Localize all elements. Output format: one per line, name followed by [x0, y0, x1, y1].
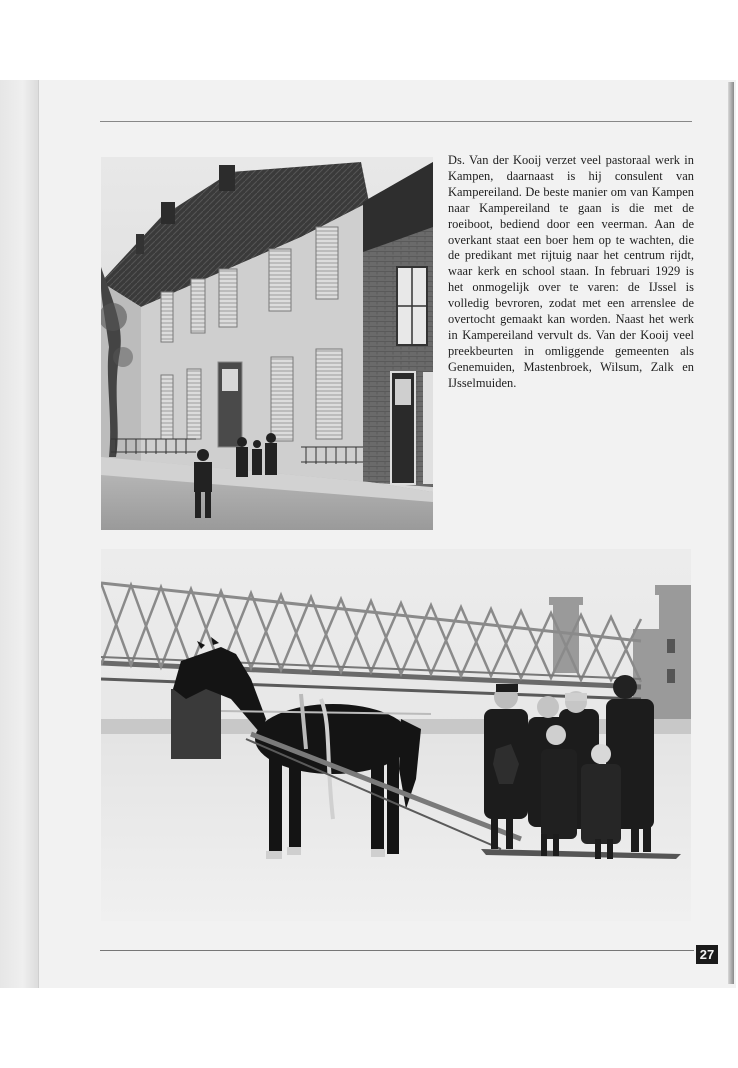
horse-sleigh-photo — [101, 549, 691, 921]
street-houses-photo — [101, 157, 433, 530]
bottom-rule — [100, 950, 694, 951]
book-spine-shadow — [0, 80, 39, 988]
page-edge-shadow — [728, 82, 734, 984]
body-paragraph: Ds. Van der Kooij verzet veel pastoraal werk in Kampen, daarnaast is hij consulent van Kampereiland. De beste manier om van Kampen naar Kampereiland te gaan is die met de roeiboot, bediend door een veerman. Aan de overkant staat een boer hem op te wachten, die de predikant met rijtuig naar het centrum rijdt, waar kerk en school staan. In februari 1929 is het onmogelijk over te varen: de IJssel is volledig bevroren, zodat met een arrenslee de overtocht gemaakt kan worden. Naast het werk in Kampereiland vervult ds. Van der Kooij veel preekbeurten in omliggende gemeenten als Genemuiden, Mastenbroek, Wilsum, Zalk en IJsselmuiden. — [448, 153, 694, 390]
top-rule — [100, 121, 692, 122]
page-number: 27 — [696, 945, 718, 964]
